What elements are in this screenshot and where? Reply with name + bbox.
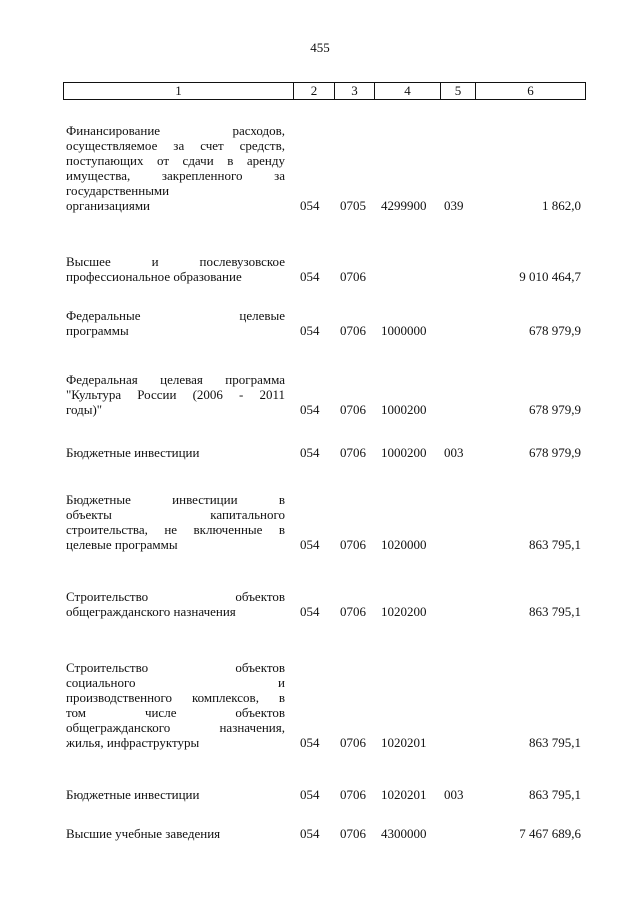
page-number: 455 [310,40,330,55]
description-line: Строительство объектов [66,660,285,675]
row-description [66,123,285,213]
cell-c3: 0706 [340,826,366,841]
cell-c5: 003 [444,445,464,460]
cell-c2: 054 [300,826,320,841]
row-description [66,445,285,460]
description-line: организациями [66,198,150,213]
cell-c2: 054 [300,735,320,750]
description-line: Бюджетные инвестиции [66,787,200,802]
description-line: Высшие учебные заведения [66,826,221,841]
row-description [66,254,285,284]
cell-c6: 678 979,9 [529,445,581,460]
description-line: годы)" [66,402,103,417]
cell-c6: 863 795,1 [529,604,581,619]
cell-c3: 0706 [340,735,366,750]
description-line: государственными [66,183,170,198]
description-line: имущества, закрепленного за [66,168,285,183]
row-description [66,492,285,552]
description-line: строительства, не включенные в [66,522,285,537]
description-line: общегражданского назначения [66,604,236,619]
cell-c2: 054 [300,445,320,460]
description-line: том числе объектов [66,705,285,720]
description-line: социального и [66,675,285,690]
description-line: жилья, инфраструктуры [66,735,200,750]
row-description [66,589,285,619]
description-line: осуществляемое за счет средств, [66,138,285,153]
header-col-6: 6 [475,82,586,100]
header-col-5: 5 [440,82,475,100]
description-line: Федеральная целевая программа [66,372,285,387]
cell-c3: 0706 [340,604,366,619]
header-col-2: 2 [293,82,334,100]
cell-c3: 0706 [340,269,366,284]
cell-c2: 054 [300,269,320,284]
cell-c4: 1020201 [381,787,427,802]
cell-c4: 1000200 [381,445,427,460]
description-line: производственного комплексов, в [66,690,285,705]
cell-c3: 0706 [340,537,366,552]
cell-c4: 4299900 [381,198,427,213]
cell-c5: 039 [444,198,464,213]
cell-c2: 054 [300,323,320,338]
cell-c6: 1 862,0 [542,198,581,213]
header-col-1: 1 [63,82,293,100]
row-description [66,372,285,417]
cell-c4: 1020000 [381,537,427,552]
cell-c5: 003 [444,787,464,802]
description-line: Бюджетные инвестиции [66,445,200,460]
cell-c6: 678 979,9 [529,402,581,417]
cell-c6: 7 467 689,6 [519,826,581,841]
cell-c3: 0706 [340,323,366,338]
cell-c3: 0705 [340,198,366,213]
cell-c6: 863 795,1 [529,735,581,750]
row-description [66,308,285,338]
cell-c4: 4300000 [381,826,427,841]
cell-c6: 678 979,9 [529,323,581,338]
cell-c2: 054 [300,537,320,552]
description-line: программы [66,323,129,338]
description-line: профессиональное образование [66,269,242,284]
cell-c4: 1000000 [381,323,427,338]
header-col-4: 4 [374,82,440,100]
cell-c4: 1020201 [381,735,427,750]
cell-c2: 054 [300,402,320,417]
row-description [66,787,285,802]
description-line: целевые программы [66,537,178,552]
description-line: объекты капитального [66,507,285,522]
row-description [66,826,285,841]
cell-c6: 863 795,1 [529,537,581,552]
cell-c4: 1000200 [381,402,427,417]
cell-c6: 9 010 464,7 [519,269,581,284]
header-col-3: 3 [334,82,374,100]
description-line: Строительство объектов [66,589,285,604]
description-line: Высшее и послевузовское [66,254,285,269]
cell-c2: 054 [300,198,320,213]
description-line: Бюджетные инвестиции в [66,492,285,507]
cell-c2: 054 [300,604,320,619]
cell-c2: 054 [300,787,320,802]
description-line: поступающих от сдачи в аренду [66,153,285,168]
description-line: "Культура России (2006 - 2011 [66,387,285,402]
cell-c6: 863 795,1 [529,787,581,802]
description-line: Финансирование расходов, [66,123,285,138]
cell-c3: 0706 [340,402,366,417]
description-line: Федеральные целевые [66,308,285,323]
row-description [66,660,285,750]
cell-c3: 0706 [340,445,366,460]
cell-c4: 1020200 [381,604,427,619]
description-line: общегражданского назначения, [66,720,285,735]
cell-c3: 0706 [340,787,366,802]
